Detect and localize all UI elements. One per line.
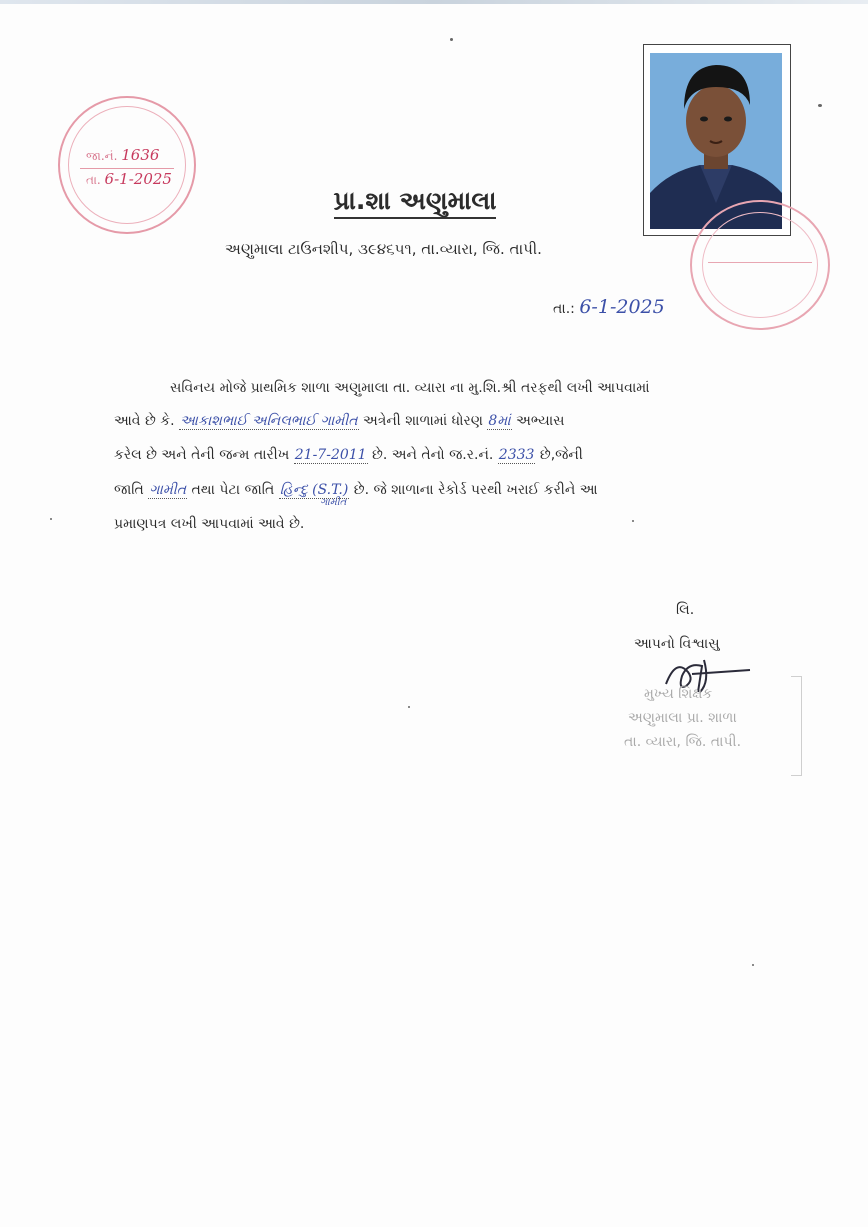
school-seal-stamp xyxy=(690,200,830,330)
headmaster-stamp xyxy=(612,676,802,774)
body-text-segment: છે. જે શાળાના રેકોર્ડ પરથી ખરાઈ કરીને આ xyxy=(353,482,598,498)
seal-inner-ring xyxy=(702,212,818,318)
date-value: 6-1-2025 xyxy=(579,296,665,318)
caste-value: ગામીત xyxy=(149,482,187,498)
letter-date xyxy=(553,296,665,318)
body-line-4 xyxy=(114,482,598,498)
body-line-5: પ્રમાણપત્ર લખી આપવામાં આવે છે. xyxy=(114,516,305,532)
stamp-frame xyxy=(791,676,802,776)
stamp-date-value: 6-1-2025 xyxy=(104,170,172,188)
seal-divider xyxy=(708,262,812,263)
scan-speck xyxy=(632,520,634,522)
signature-li: લિ. xyxy=(676,602,695,618)
school-address: અણુમાલા ટાઉનશીપ, ૩૯૪૬૫૧, તા.વ્યારા, જિ. તાપી. xyxy=(225,240,542,258)
body-line-2 xyxy=(114,413,564,429)
stamp-date-label: તા. xyxy=(86,173,101,187)
body-text-segment: અભ્યાસ xyxy=(516,413,565,429)
stamp-divider xyxy=(80,168,174,169)
page-title xyxy=(0,186,868,216)
stamp-number-label: જા.નં. xyxy=(86,149,118,163)
scan-speck xyxy=(818,104,822,107)
date-label: તા.: xyxy=(553,301,575,317)
body-text-segment: છે. અને તેનો જ.ર.નં. xyxy=(372,447,494,463)
body-text-segment: છે,જેની xyxy=(539,447,583,463)
body-text-segment: કરેલ છે અને તેની જન્મ તારીખ xyxy=(114,447,290,463)
scan-speck xyxy=(408,706,410,708)
sub-caste-value: હિન્દુ (S.T.) xyxy=(279,482,349,498)
body-text-segment: અત્રેની શાળામાં ધોરણ xyxy=(362,413,483,429)
signature-yours-faithfully: આપનો વિશ્વાસુ xyxy=(634,636,720,652)
scan-edge xyxy=(0,0,868,4)
body-line-3 xyxy=(114,447,583,463)
body-text-segment: તથા પેટા જાતિ xyxy=(191,482,275,498)
stamp-number-row xyxy=(86,146,159,164)
scan-speck xyxy=(50,518,52,520)
scan-speck xyxy=(752,964,754,966)
stamp-school: અણુમાલા પ્રા. શાળા xyxy=(628,710,737,726)
student-name: આકાશભાઈ અનિલભાઈ ગામીત xyxy=(180,413,358,429)
standard-value: 8માં xyxy=(488,413,511,429)
stamp-location: તા. વ્યારા, જિ. તાપી. xyxy=(624,734,742,750)
birth-date: 21-7-2011 xyxy=(294,447,367,463)
body-text-segment: જાતિ xyxy=(114,482,144,498)
stamp-number-value: 1636 xyxy=(121,146,160,164)
sub-caste-annotation: ગામીત xyxy=(320,497,347,508)
school-name: પ્રા.શા અણુમાલા xyxy=(334,186,497,219)
body-line-1: સવિનય મોજે પ્રાથમિક શાળા અણુમાલા તા. વ્યારા ના મુ.શિ.શ્રી તરફથી લખી આપવામાં xyxy=(170,380,650,396)
stamp-designation: મુખ્ય શિક્ષક xyxy=(644,686,713,702)
body-text-segment: આવે છે કે. xyxy=(114,413,175,429)
scan-speck xyxy=(450,38,453,41)
register-number: 2333 xyxy=(498,447,535,463)
